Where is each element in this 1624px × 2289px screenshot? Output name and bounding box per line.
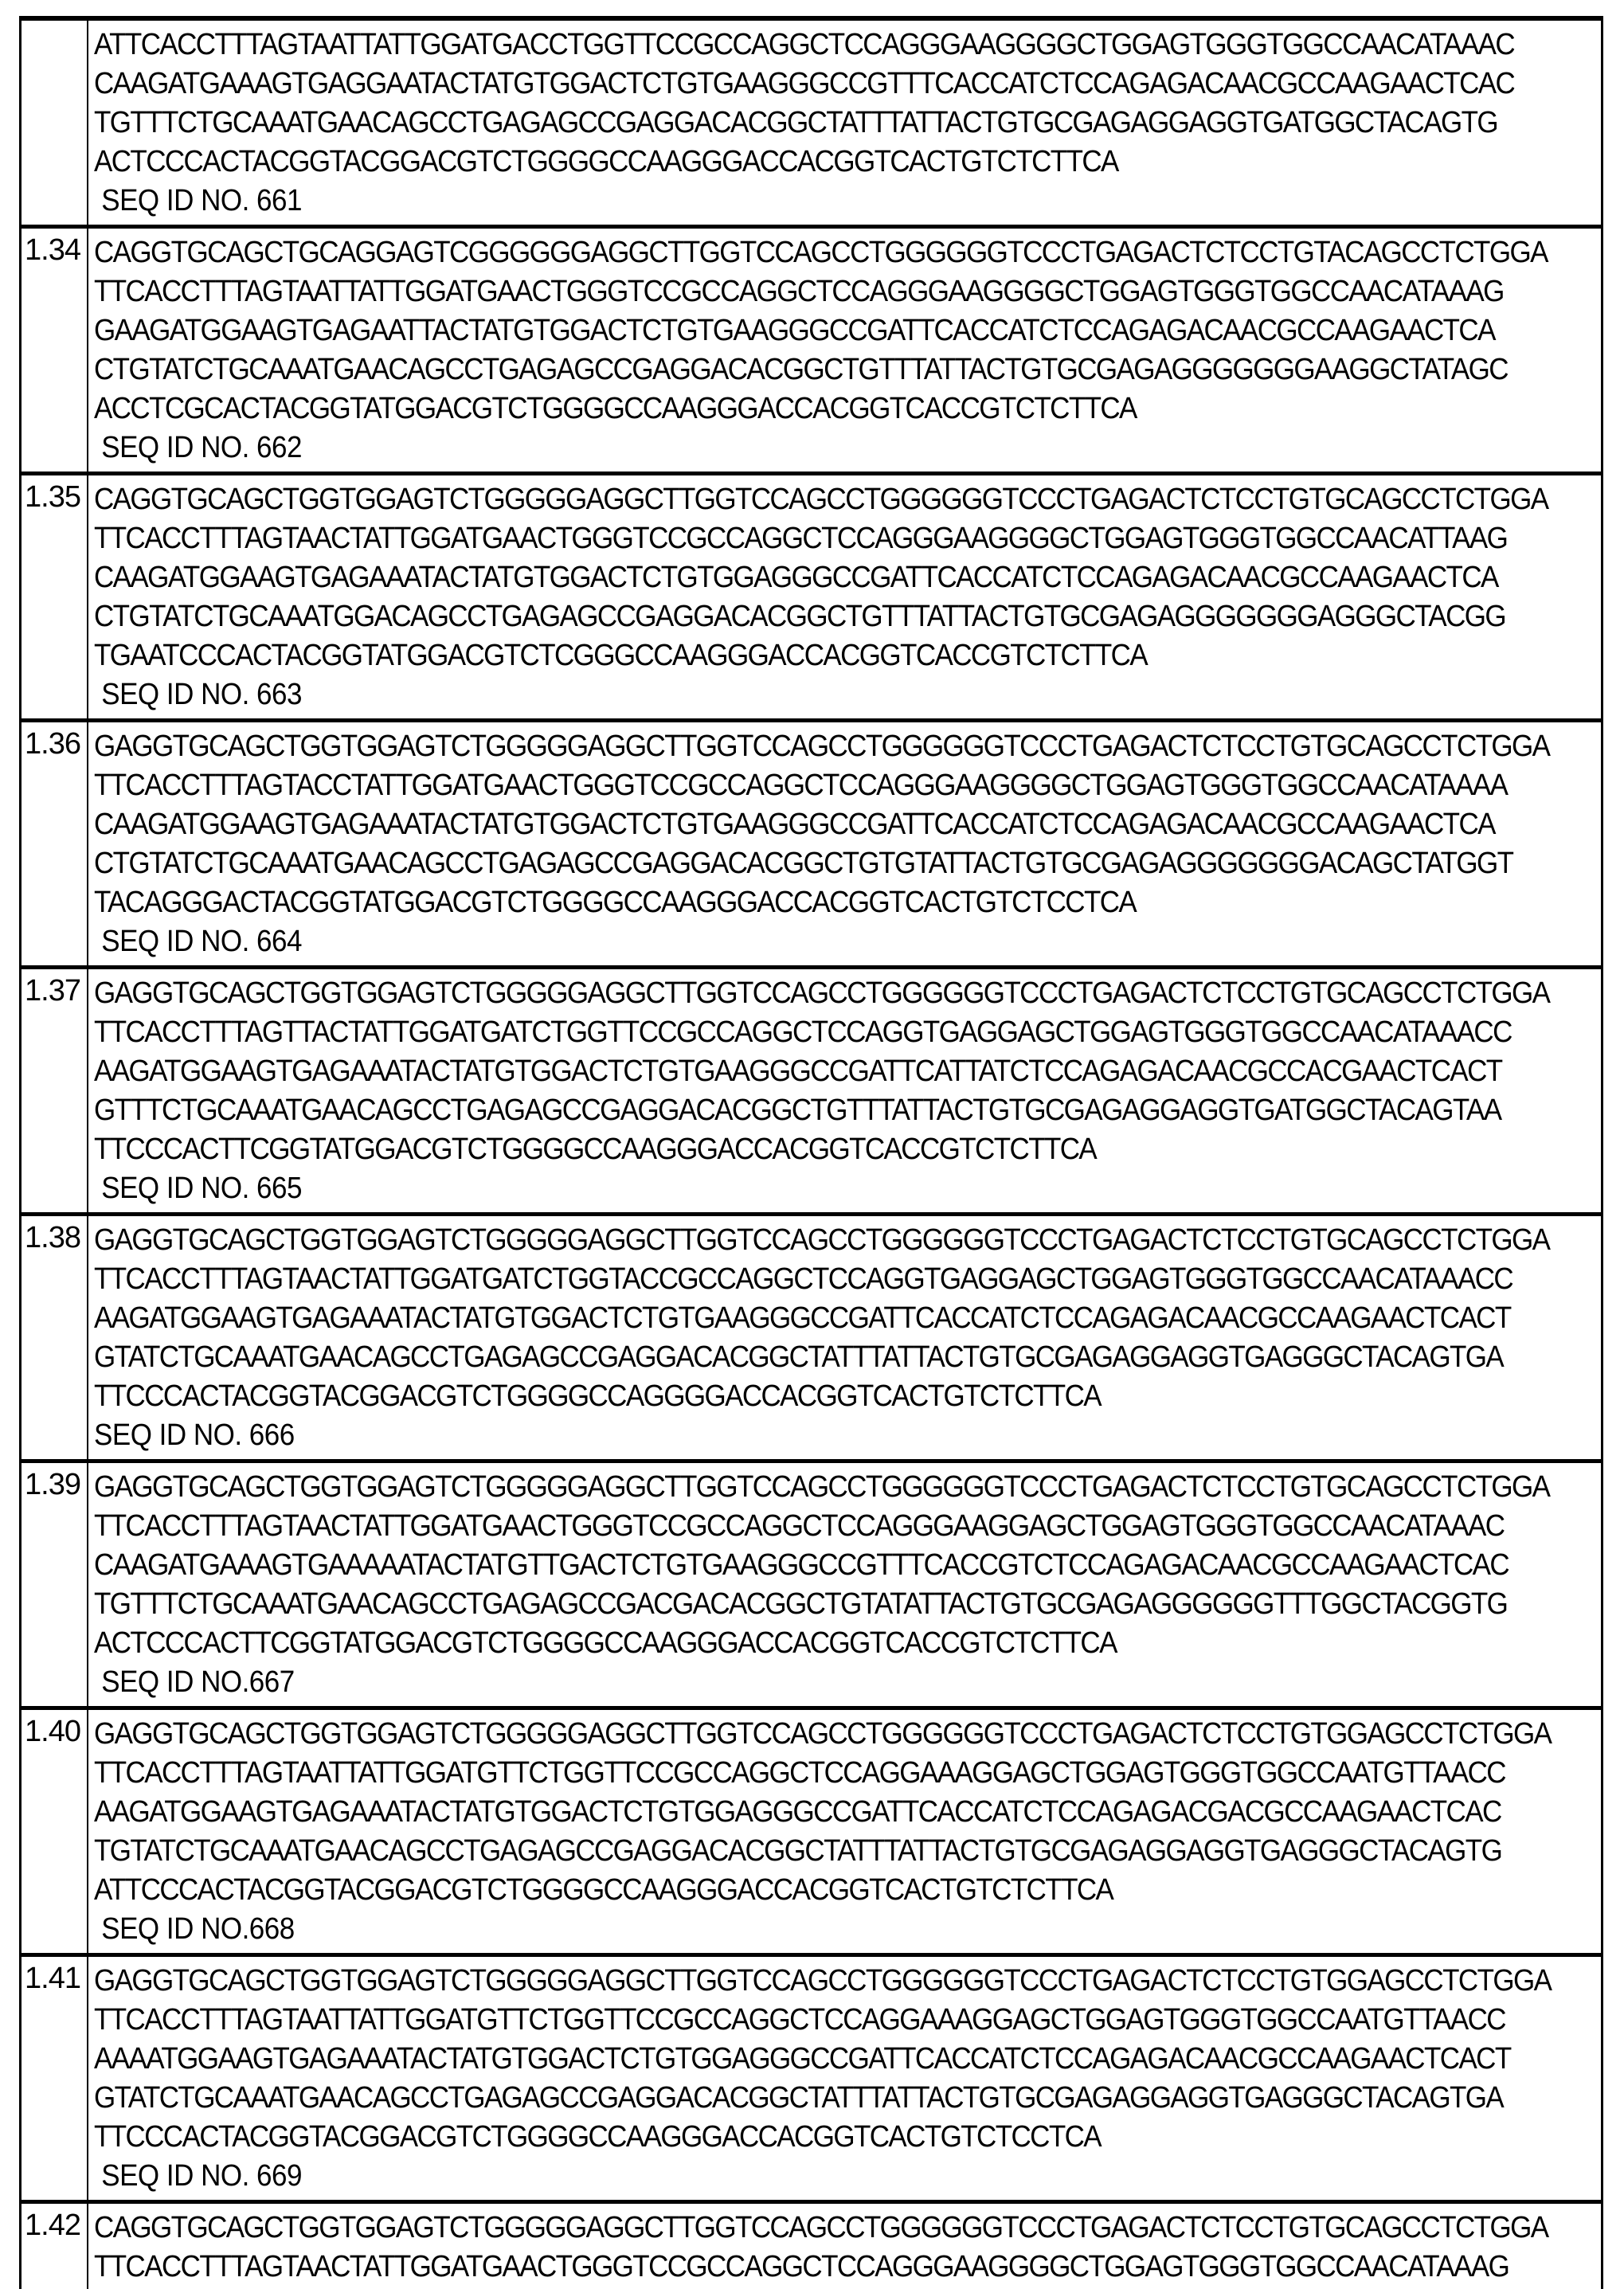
sequence-line: AAGATGGAAGTGAGAAATACTATGTGGACTCTGTGGAGGGCCGATTCACCATCTCCAGAGACGACGCCAAGAACTCAC — [94, 1794, 1501, 1829]
sequence-line: TTCACCTTTAGTAACTATTGGATGAACTGGGTCCGCCAGGCTCCAGGGAAGGGGCTGGAGTGGGTGGCCAACATAAAG — [94, 2249, 1509, 2283]
sequence-line: TACAGGGACTACGGTATGGACGTCTGGGGCCAAGGGACCACGGTCACTGTCTCCTCA — [94, 885, 1137, 919]
table-row — [22, 1212, 1601, 1459]
table-row — [22, 965, 1601, 1212]
sequence-line: GAGGTGCAGCTGGTGGAGTCTGGGGGAGGCTTGGTCCAGCCTGGGGGGTCCCTGAGACTCTCCTGTGCAGCCTCTGGA — [94, 1469, 1550, 1504]
table-row — [22, 2200, 1601, 2289]
sequence-line: CAGGTGCAGCTGGTGGAGTCTGGGGGAGGCTTGGTCCAGCCTGGGGGGTCCCTGAGACTCTCCTGTGCAGCCTCTGGA — [94, 2210, 1548, 2244]
sequence-line: TTCACCTTTAGTAACTATTGGATGAACTGGGTCCGCCAGGCTCCAGGGAAGGAGCTGGAGTGGGTGGCCAACATAAAC — [94, 1508, 1505, 1543]
entry-number-cell: 1.35 — [22, 475, 88, 718]
sequence-line: ACTCCCACTTCGGTATGGACGTCTGGGGCCAAGGGACCACGGTCACCGTCTCTTCA — [94, 1626, 1117, 1660]
seq-id-label: SEQ ID NO. 664 — [94, 924, 302, 958]
sequence-line: CAAGATGGAAGTGAGAAATACTATGTGGACTCTGTGGAGGGCCGATTCACCATCTCCAGAGACAACGCCAAGAACTCA — [94, 560, 1498, 594]
sequence-cell — [88, 722, 1601, 965]
seq-id-label: SEQ ID NO. 669 — [94, 2158, 302, 2193]
sequence-line: CAAGATGAAAGTGAAAAATACTATGTTGACTCTGTGAAGGGCCGTTTCACCGTCTCCAGAGACAACGCCAAGAACTCAC — [94, 1548, 1509, 1582]
sequence-line: GAGGTGCAGCTGGTGGAGTCTGGGGGAGGCTTGGTCCAGCCTGGGGGGTCCCTGAGACTCTCCTGTGGAGCCTCTGGA — [94, 1716, 1552, 1751]
sequence-line: TGTTTCTGCAAATGAACAGCCTGAGAGCCGAGGACACGGCTATTTATTACTGTGCGAGAGGAGGTGATGGCTACAGTG — [94, 105, 1497, 139]
sequence-line: GTATCTGCAAATGAACAGCCTGAGAGCCGAGGACACGGCTATTTATTACTGTGCGAGAGGAGGTGAGGGCTACAGTGA — [94, 1340, 1504, 1374]
sequence-line: CTGTATCTGCAAATGAACAGCCTGAGAGCCGAGGACACGGCTGTTTATTACTGTGCGAGAGGGGGGGAAGGCTATAGC — [94, 352, 1508, 386]
sequence-cell — [88, 1710, 1601, 1953]
sequence-line: ACCTCGCACTACGGTATGGACGTCTGGGGCCAAGGGACCACGGTCACCGTCTCTTCA — [94, 391, 1137, 425]
table-row — [22, 1953, 1601, 2200]
seq-id-label: SEQ ID NO. 662 — [94, 430, 302, 464]
seq-id-label: SEQ ID NO. 661 — [94, 183, 302, 217]
sequence-line: CAGGTGCAGCTGGTGGAGTCTGGGGGAGGCTTGGTCCAGCCTGGGGGGTCCCTGAGACTCTCCTGTGCAGCCTCTGGA — [94, 482, 1548, 516]
sequence-line: TTCACCTTTAGTAATTATTGGATGTTCTGGTTCCGCCAGGCTCCAGGAAAGGAGCTGGAGTGGGTGGCCAATGTTAACC — [94, 1755, 1505, 1790]
entry-number-cell: 1.34 — [22, 229, 88, 471]
sequence-line: GTATCTGCAAATGAACAGCCTGAGAGCCGAGGACACGGCTATTTATTACTGTGCGAGAGGAGGTGAGGGCTACAGTGA — [94, 2080, 1504, 2115]
seq-id-label: SEQ ID NO. 663 — [94, 677, 302, 711]
seq-id-label: SEQ ID NO.668 — [94, 1911, 295, 1946]
sequence-line: AAAATGGAAGTGAGAAATACTATGTGGACTCTGTGGAGGGCCGATTCACCATCTCCAGAGACAACGCCAAGAACTCACT — [94, 2041, 1511, 2076]
entry-number-cell: 1.36 — [22, 722, 88, 965]
sequence-cell — [88, 1216, 1601, 1459]
sequence-line: ATTCACCTTTAGTAATTATTGGATGACCTGGTTCCGCCAGGCTCCAGGGAAGGGGCTGGAGTGGGTGGCCAACATAAAC — [94, 27, 1515, 61]
entry-number-cell: 1.41 — [22, 1957, 88, 2200]
sequence-line: TTCACCTTTAGTTACTATTGGATGATCTGGTTCCGCCAGGCTCCAGGTGAGGAGCTGGAGTGGGTGGCCAACATAAACC — [94, 1015, 1512, 1049]
sequence-cell — [88, 229, 1601, 471]
sequence-line: CAAGATGGAAGTGAGAAATACTATGTGGACTCTGTGAAGGGCCGATTCACCATCTCCAGAGACAACGCCAAGAACTCA — [94, 807, 1495, 841]
sequence-line: TTCACCTTTAGTACCTATTGGATGAACTGGGTCCGCCAGGCTCCAGGGAAGGGGCTGGAGTGGGTGGCCAACATAAAA — [94, 768, 1508, 802]
table-row — [22, 718, 1601, 965]
sequence-line: ACTCCCACTACGGTACGGACGTCTGGGGCCAAGGGACCACGGTCACTGTCTCTTCA — [94, 144, 1118, 178]
sequence-line: TTCACCTTTAGTAACTATTGGATGAACTGGGTCCGCCAGGCTCCAGGGAAGGGGCTGGAGTGGGTGGCCAACATTAAG — [94, 521, 1508, 555]
sequence-line: TTCCCACTACGGTACGGACGTCTGGGGCCAGGGGACCACGGTCACTGTCTCTTCA — [94, 1379, 1102, 1413]
sequence-cell — [88, 475, 1601, 718]
seq-id-label: SEQ ID NO. 665 — [94, 1171, 302, 1205]
table-row — [22, 225, 1601, 471]
sequence-cell — [88, 969, 1601, 1212]
sequence-line: TTCCCACTACGGTACGGACGTCTGGGGCCAAGGGACCACGGTCACTGTCTCCTCA — [94, 2119, 1102, 2154]
sequence-line: AAGATGGAAGTGAGAAATACTATGTGGACTCTGTGAAGGGCCGATTCACCATCTCCAGAGACAACGCCAAGAACTCACT — [94, 1301, 1511, 1335]
seq-id-label: SEQ ID NO. 666 — [94, 1418, 295, 1452]
sequence-line: CTGTATCTGCAAATGAACAGCCTGAGAGCCGAGGACACGGCTGTGTATTACTGTGCGAGAGGGGGGGACAGCTATGGT — [94, 846, 1513, 880]
sequence-line: ATTCCCACTACGGTACGGACGTCTGGGGCCAAGGGACCACGGTCACTGTCTCTTCA — [94, 1872, 1113, 1907]
entry-number-cell: 1.40 — [22, 1710, 88, 1953]
sequence-table — [19, 16, 1603, 2289]
sequence-line: TGTATCTGCAAATGAACAGCCTGAGAGCCGAGGACACGGCTATTTATTACTGTGCGAGAGGAGGTGAGGGCTACAGTG — [94, 1833, 1502, 1868]
sequence-cell — [88, 1463, 1601, 1706]
sequence-line: GTTTCTGCAAATGAACAGCCTGAGAGCCGAGGACACGGCTGTTTATTACTGTGCGAGAGGAGGTGATGGCTACAGTAA — [94, 1093, 1501, 1127]
entry-number-cell: 1.37 — [22, 969, 88, 1212]
sequence-line: TTCCCACTTCGGTATGGACGTCTGGGGCCAAGGGACCACGGTCACCGTCTCTTCA — [94, 1132, 1097, 1166]
entry-number-cell: 1.39 — [22, 1463, 88, 1706]
sequence-line: GAGGTGCAGCTGGTGGAGTCTGGGGGAGGCTTGGTCCAGCCTGGGGGGTCCCTGAGACTCTCCTGTGCAGCCTCTGGA — [94, 976, 1550, 1010]
sequence-cell — [88, 2204, 1601, 2289]
sequence-line: TGAATCCCACTACGGTATGGACGTCTCGGGCCAAGGGACCACGGTCACCGTCTCTTCA — [94, 638, 1148, 672]
entry-number-cell — [22, 21, 88, 225]
sequence-line: CTGTATCTGCAAATGGACAGCCTGAGAGCCGAGGACACGGCTGTTTATTACTGTGCGAGAGGGGGGGAGGGCTACGG — [94, 599, 1506, 633]
table-row — [22, 21, 1601, 225]
table-row — [22, 1706, 1601, 1953]
sequence-line: CAAGATGAAAGTGAGGAATACTATGTGGACTCTGTGAAGGGCCGTTTCACCATCTCCAGAGACAACGCCAAGAACTCAC — [94, 66, 1515, 100]
entry-number-cell: 1.38 — [22, 1216, 88, 1459]
table-row — [22, 471, 1601, 718]
table-row — [22, 1459, 1601, 1706]
sequence-line: GAGGTGCAGCTGGTGGAGTCTGGGGGAGGCTTGGTCCAGCCTGGGGGGTCCCTGAGACTCTCCTGTGCAGCCTCTGGA — [94, 729, 1550, 763]
sequence-cell — [88, 21, 1601, 225]
sequence-line: TTCACCTTTAGTAATTATTGGATGAACTGGGTCCGCCAGGCTCCAGGGAAGGGGCTGGAGTGGGTGGCCAACATAAAG — [94, 274, 1504, 308]
sequence-line: GAAGATGGAAGTGAGAATTACTATGTGGACTCTGTGAAGGGCCGATTCACCATCTCCAGAGACAACGCCAAGAACTCA — [94, 313, 1495, 347]
seq-id-label: SEQ ID NO.667 — [94, 1665, 295, 1699]
sequence-line: CAGGTGCAGCTGCAGGAGTCGGGGGGAGGCTTGGTCCAGCCTGGGGGGTCCCTGAGACTCTCCTGTACAGCCTCTGGA — [94, 235, 1548, 269]
entry-number-cell: 1.42 — [22, 2204, 88, 2289]
sequence-cell — [88, 1957, 1601, 2200]
sequence-line: GAGGTGCAGCTGGTGGAGTCTGGGGGAGGCTTGGTCCAGCCTGGGGGGTCCCTGAGACTCTCCTGTGGAGCCTCTGGA — [94, 1963, 1552, 1997]
sequence-line: TTCACCTTTAGTAATTATTGGATGTTCTGGTTCCGCCAGGCTCCAGGAAAGGAGCTGGAGTGGGTGGCCAATGTTAACC — [94, 2002, 1505, 2037]
sequence-line: TTCACCTTTAGTAACTATTGGATGATCTGGTACCGCCAGGCTCCAGGTGAGGAGCTGGAGTGGGTGGCCAACATAAACC — [94, 1262, 1513, 1296]
sequence-line: TGTTTCTGCAAATGAACAGCCTGAGAGCCGACGACACGGCTGTATATTACTGTGCGAGAGGGGGGTTTGGCTACGGTG — [94, 1587, 1508, 1621]
sequence-line: AAGATGGAAGTGAGAAATACTATGTGGACTCTGTGAAGGGCCGATTCATTATCTCCAGAGACAACGCCACGAACTCACT — [94, 1054, 1502, 1088]
sequence-line: GAGGTGCAGCTGGTGGAGTCTGGGGGAGGCTTGGTCCAGCCTGGGGGGTCCCTGAGACTCTCCTGTGCAGCCTCTGGA — [94, 1223, 1550, 1257]
